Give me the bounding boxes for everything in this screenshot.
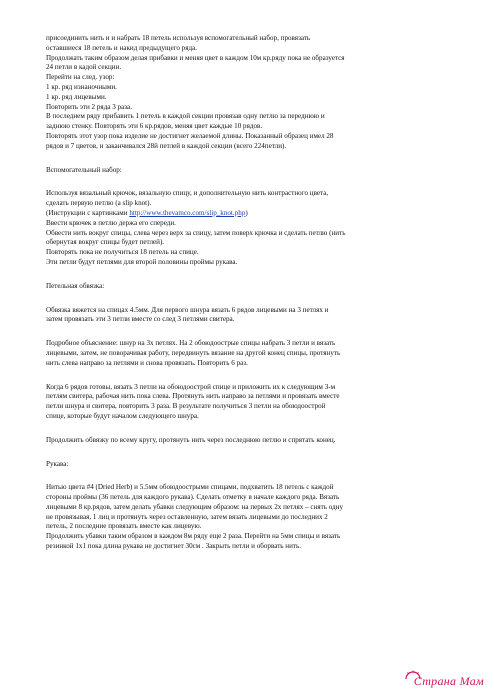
text-line: обернутая вокруг спицы будет петлей). [46,238,165,247]
text-line: Эти петли будут петлями для второй половины проймы рукава. [46,257,238,266]
text-line: петли шнура и свитера, повторить 3 раза. В результате получиться 3 петли на обоюдоострой [46,402,326,411]
text-line: Продолжать таким образом делая прибавки и меняя цвет в каждом 10м кр.ряду пока не образуется [46,53,345,62]
text-line: 1 кр. ряд лицевыми. [46,92,107,101]
text-line: петлям свитера, рабочая нить пока слева. Протянуть нить направо за петлями и провязать вместе [46,392,340,401]
paragraph-i-cord-detail [46,339,476,368]
text-line: Когда 6 рядов готовы, вязать 3 петли на обоюдоострой спице и приложить их к следующим 3-м [46,382,336,391]
text-line: рядов и 7 цветов, и заканчивался 28й петлей в каждой секции (всего 224петли). [46,141,287,150]
text-line: резинкой 1х1 пока длина рукава не достигнет 30см . Закрыть петли и оборвать нить. [46,542,302,551]
text-line: В последнем ряду прибавить 1 петель в каждой секции провязав одну петлю за переднюю и [46,112,325,121]
text-line: не провязывая, 1 лиц и протянуть через оставленную, затем вязать лицевыми до последних 2 [46,512,328,521]
text-line: Повторять этот узор пока изделие не достигнет желаемой длины. Показанный образец имел 28 [46,131,334,140]
text-line: лицевыми 8 кр.рядов, затем делать убавки следующим образом: на первых 2х петлях – снять одну [46,502,344,511]
document-body [46,34,476,552]
link-suffix: ) [245,208,248,217]
watermark-text: Страна Мам [413,674,484,688]
text-line: присоединить нить и и набрать 18 петель используя вспомогательный набор, провязать [46,34,311,42]
section-heading-sleeves: Рукава: [46,459,69,468]
text-line: Перейти на след. узор: [46,73,115,82]
text-line-with-link [46,209,476,219]
text-line: Повторять пока не получиться 18 петель на спице. [46,248,199,257]
text-line: стороны проймы (36 петель для каждого рукава). Сделать отметку в начале каждого ряда. Вязать [46,493,340,502]
link-prefix: (Инструкции с картинками [46,208,130,217]
text-line: спице, которые будут началом следующего шнура. [46,411,199,420]
text-line: Подробное объяснение: шнур на 3х петлях. На 2 обоюдоострые спицы набрать 3 петли и вязать [46,339,336,348]
text-line: 24 петли в кадой секции. [46,63,122,72]
text-line: лицевыми, затем, не поворачивая работу, передвинуть вязание на другой конец спицы, протянуть [46,348,341,357]
slip-knot-link[interactable]: http://www.thevamco.com/slip_knot.php [129,208,246,217]
paragraph-edging-intro [46,306,476,326]
text-line: 1 кр. ряд изнаночными. [46,82,117,91]
paragraph-continue-edging: Продолжить обвязку по всему кругу, протянуть нить через последнюю петлю и спрятать конец. [46,435,336,444]
text-line: затем провязать эти 3 петли вместе со след 3 петлями свитера. [46,315,235,324]
text-line: Продолжить убавки таким образом в каждом 8м ряду еще 2 раза. Перейти на 5мм спицы и вязать [46,532,341,541]
text-line: Ввести крючек в петлю держа его спереди. [46,218,176,227]
paragraph-pattern-continuation [46,34,476,152]
text-line: заднюю стенку. Повторять эти 6 кр.рядов, меняя цвет каждые 10 рядов. [46,122,263,131]
text-line: Обвести нить вокруг спицы, слева через верх за спицу, затем поверх крючка и сделать петлю (нить [46,228,346,237]
paragraph-joining-cord [46,383,476,422]
paragraph-sleeves [46,483,476,552]
sun-icon [404,670,422,680]
text-line: петель, 2 последние провязать вместе как лицевую. [46,522,202,531]
site-watermark [414,674,484,689]
text-line: Нитью цвета #4 (Dried Herb) и 5.5мм обоюдоострыми спицами, подхватить 18 петель с каждой [46,483,334,492]
section-heading-edging: Петельная обвязка: [46,281,105,290]
text-line: Повторить эти 2 ряда 3 раза. [46,102,132,111]
text-line: Используя вязальный крючок, вязальную спицу, и дополнительную нить контрастного цвета, [46,189,329,198]
paragraph-provisional-cast-on [46,189,476,267]
text-line: Обвязка вяжется на спицах 4.5мм. Для первого шнура вязать 6 рядов лицевыми на 3 петлях и [46,305,329,314]
text-line: оставшиеся 18 петель и накид предыдущего ряда. [46,43,198,52]
text-line: сделать первую петлю (a slip knot). [46,199,152,208]
text-line: нить слева направо за петлями и снова провязать. Повторить 6 раз. [46,358,248,367]
section-heading-cast-on: Вспомогательный набор: [46,165,122,174]
